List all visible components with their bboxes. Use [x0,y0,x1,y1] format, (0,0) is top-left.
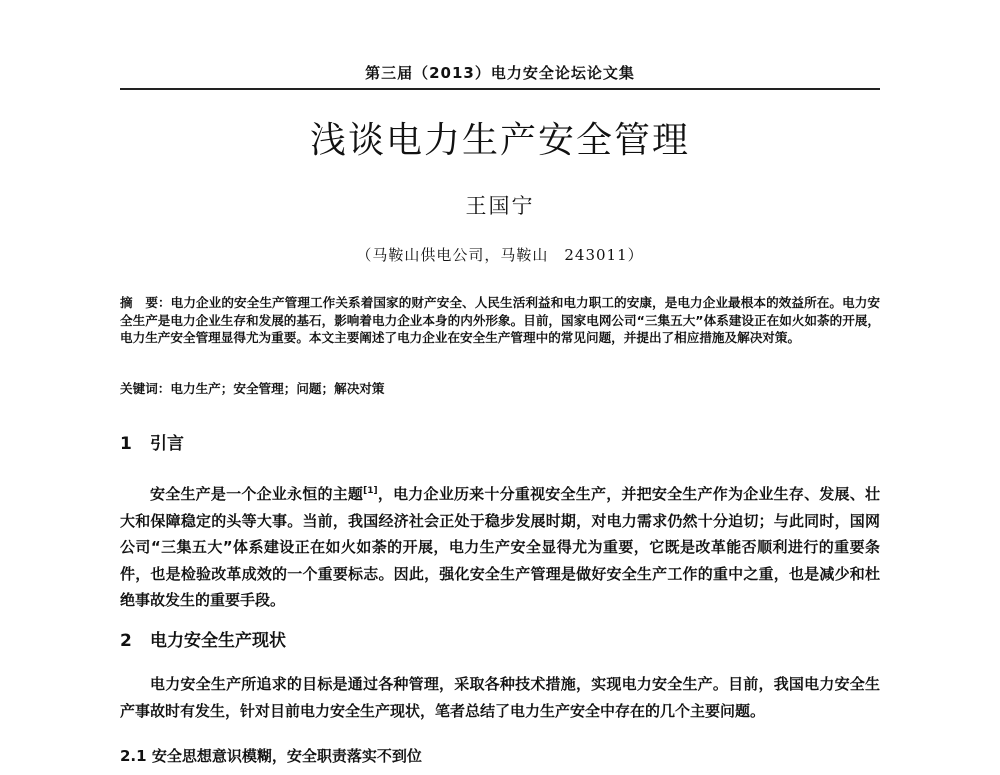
header-rule [120,88,880,90]
abstract [120,294,880,347]
author-name: 王国宁 [465,194,535,218]
section-heading-2 [120,626,286,651]
keywords [120,380,880,397]
subsection-number: 2.1 [120,747,147,765]
abstract-label: 摘 要： [120,295,171,310]
section-number-1: 1 [120,434,132,454]
intro-paragraph [120,478,880,614]
section-title-2: 电力安全生产现状 [150,631,286,651]
intro-text-b: ，电力企业历来十分重视安全生产，并把安全生产作为企业生存、发展、壮大和保障稳定的头等大事。当前，我国经济社会正处于稳步发展时期，对电力需求仍然十分迫切；与此同时，国网公司“三集五大”体系建设正在如火如荼的开展，电力生产安全显得尤为重要，它既是改革能否顺利进行的重要条件，也是检验改革成效的一个重要标志。因此，强化安全生产管理是做好安全生产工作的重中之重，也是减少和杜绝事故发生的重要手段。 [120,485,880,609]
affiliation: （马鞍山供电公司，马鞍山 243011） [356,246,644,264]
keywords-text: 电力生产；安全管理；问题；解决对策 [170,381,385,396]
intro-text-a: 安全生产是一个企业永恒的主题 [150,485,364,503]
keywords-label: 关键词： [120,381,171,396]
running-head: 第三届（2013）电力安全论坛论文集 [365,64,635,82]
section-heading-1 [120,429,184,454]
section-number-2: 2 [120,631,132,651]
abstract-text: 电力企业的安全生产管理工作关系着国家的财产安全、人民生活利益和电力职工的安康，是电力企业最根本的效益所在。电力安全生产是电力企业生存和发展的基石，影响着电力企业本身的内外形象。目前，国家电网公司“三集五大”体系建设正在如火如荼的开展，电力生产安全管理显得尤为重要。本文主要阐述了电力企业在安全生产管理中的常见问题，并提出了相应措施及解决对策。 [120,295,881,345]
subsection-title: 安全思想意识模糊，安全职责落实不到位 [151,747,422,765]
status-paragraph: 电力安全生产所追求的目标是通过各种管理，采取各种技术措施，实现电力安全生产。目前，我国电力安全生产事故时有发生，针对目前电力安全生产现状，笔者总结了电力生产安全中存在的几个主要问题。 [120,675,880,720]
section-title-1: 引言 [150,434,184,454]
subsection-heading [120,745,422,766]
paper-title: 浅谈电力生产安全管理 [309,120,690,161]
citation-ref: [1] [363,486,378,496]
